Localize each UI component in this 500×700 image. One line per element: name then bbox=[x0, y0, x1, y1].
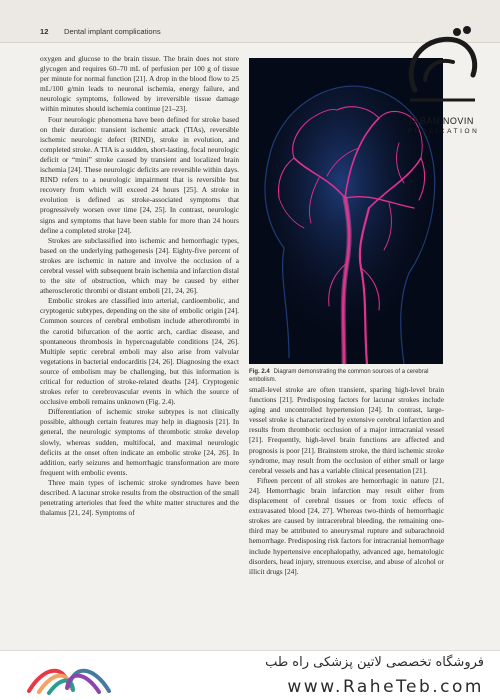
paragraph: Embolic strokes are classified into arterial, cardioembolic, and cryptogenic subtypes, depending on the site of embolic origin [24]. Common sources of cerebral embolism include atherothrombi in the carotid bifurcation of the aortic arch, cardiac disease, and spontaneous thrombosis in hypercoagulable conditions [24, 26]. Multiple septic cerebral emboli may also arise from valvular vegetations in bacterial endocarditis [24, 26]. Diagnosing the exact source of embolism may be challenging, but this information is critical for reduction of stroke-related deaths [24]. Cryptogenic strokes refer to cerebrovascular events in which the source of occlusive emboli remains unknown (Fig. 2.4). bbox=[40, 296, 239, 407]
figure-label: Fig. 2.4 bbox=[249, 369, 270, 375]
body-column-right bbox=[249, 385, 444, 643]
page-number: 12 bbox=[40, 27, 49, 36]
paragraph: Differentiation of ischemic stroke subtypes is not clinically possible, although certain features may help in diagnosis [21]. In general, the neurologic symptoms of thrombotic stroke develop slowly, whereas sudden, multifocal, and maximal neurologic deficits at the onset often indicate an embolic stroke [24, 26]. In addition, early seizures and hemorrhagic transformation are more frequent with embolic events. bbox=[40, 407, 239, 477]
publisher-subtitle: PUBLICATION bbox=[408, 128, 480, 135]
publisher-name: TABAN NOVIN bbox=[408, 116, 474, 126]
figure-caption bbox=[249, 368, 449, 384]
paragraph: Three main types of ischemic stroke syndromes have been described. A lacunar stroke results from the obstruction of the small penetrating arterioles that feed the white matter structures and the thalamus [21, 24]. Symptoms of bbox=[40, 477, 239, 518]
store-url[interactable]: www.RaheTeb.com bbox=[287, 677, 484, 697]
paragraph: small-level stroke are often transient, sparing high-level brain functions [21]. Predisposing factors for lacunar strokes include aging and uncontrolled hypertension [24]. In contrast, large-vessel stroke is characterized by extensive cerebral infarction and results from thrombotic occlusion of a major intracranial vessel [21]. Frequently, high-level brain functions are affected and prognosis is poor [21]. Brainstem stroke, the third ischemic stroke syndrome, may result from the occlusion of either small or large cerebral vessels and has a variable clinical presentation [21]. bbox=[249, 385, 444, 475]
store-name-persian: فروشگاه تخصصی لاتین پزشکی راه طب bbox=[265, 655, 484, 670]
paragraph: oxygen and glucose to the brain tissue. The brain does not store glycogen and requires 60–70 mL of perfusion per 100 g of tissue per minute for normal function [21]. A drop in the blood flow to 25 mL/100 g/min leads to neuronal ischemia, energy failure, and neurologic symptoms, followed by irreversible tissue damage within minutes should ischemia continue [21–23]. bbox=[40, 54, 239, 114]
publisher-logo-icon bbox=[395, 20, 485, 115]
body-column-left bbox=[40, 54, 239, 639]
paragraph: Fifteen percent of all strokes are hemorrhagic in nature [21, 24]. Hemorrhagic brain infarction may result either from displacement of cerebral tissues or from toxic effects of extravasated blood [24, 27]. Whereas two-thirds of hemorrhagic strokes are caused by intracerebral bleeding, the remaining one-third may be attributed to aneurysmal rupture and subarachnoid hemorrhage. Predisposing risk factors for intracranial hemorrhage include hypertensive encephalopathy, advanced age, hematologic disorders, head injury, strenuous exercise, and abuse of alcohol or illicit drugs [24]. bbox=[249, 475, 444, 576]
running-head: Dental implant complications bbox=[64, 27, 161, 36]
paragraph: Four neurologic phenomena have been defined for stroke based on their duration: transient ischemic attack (TIAs), reversible ischemic neurologic defect (RIND), stroke in evolution, and completed stroke. A TIA is a sudden, short-lasting, focal neurologic deficit or “mini” stroke caused by transient and localized brain ischemia [24]. These neurologic deficits are reversible within days. RIND refers to a neurologic impairment that is reversible but recovery from which will exceed 24 hours [25]. A stroke in evolution is defined as stroke-associated symptoms that progressively worsen over time [24, 25]. In contrast, neurologic signs and symptoms that have been stable for more than 24 hours define a completed stroke [24]. bbox=[40, 114, 239, 235]
paragraph: Strokes are subclassified into ischemic and hemorrhagic types, based on the underlying pathogenesis [24]. Eighty-five percent of strokes are ischemic in nature and involve the occlusion of a cerebral vessel with subsequent brain ischemia and infarction distal to the site of obstruction, which may be caused by either atherosclerotic thrombi or distant emboli [21, 24, 26]. bbox=[40, 235, 239, 296]
book-logo-icon bbox=[24, 656, 114, 696]
figure-caption-text: Diagram demonstrating the common sources of a cerebral embolism. bbox=[249, 369, 429, 383]
